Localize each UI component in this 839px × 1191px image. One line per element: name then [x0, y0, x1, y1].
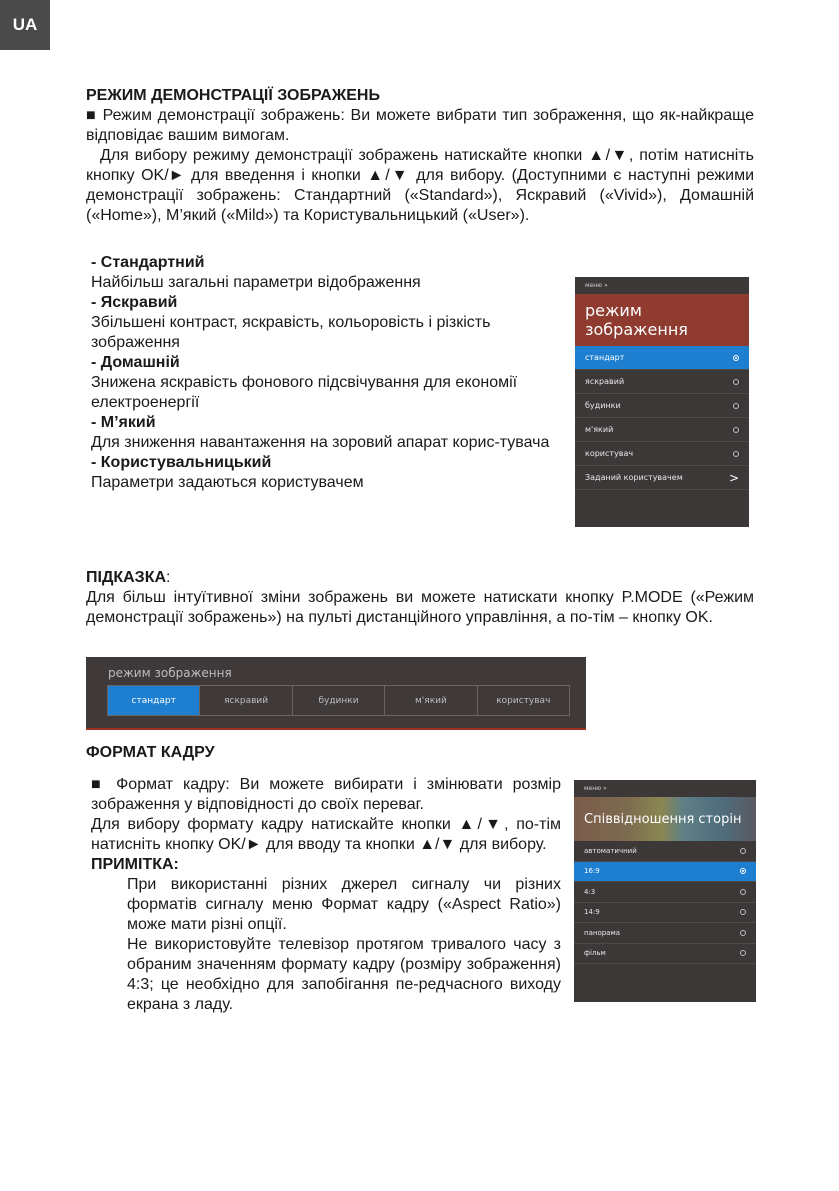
- mode-description: Параметри задаються користувачем: [91, 474, 364, 491]
- mode-bar-item-mild[interactable]: м'який: [385, 686, 477, 715]
- menu-item-label: 4:3: [584, 887, 596, 896]
- menu-breadcrumb: меню »: [584, 785, 607, 792]
- menu-item-user[interactable]: [575, 442, 749, 466]
- modes-list: [91, 253, 561, 493]
- menu-item-panorama[interactable]: [574, 923, 756, 944]
- menu-item-label: м'який: [585, 425, 614, 434]
- radio-selected-icon: [733, 355, 739, 361]
- hint-colon: :: [166, 569, 171, 586]
- radio-icon: [740, 950, 746, 956]
- mode-name: - Домашній: [91, 354, 180, 371]
- mode-description: Збільшені контраст, яскравість, кольоровість і різкість зображення: [91, 314, 491, 351]
- menu-item-film[interactable]: [574, 944, 756, 965]
- mode-bar-item-vivid[interactable]: яскравий: [200, 686, 292, 715]
- note-label: ПРИМІТКА:: [91, 856, 179, 873]
- mode-description: Найбільш загальні параметри відображення: [91, 274, 421, 291]
- menu-item-mild[interactable]: [575, 418, 749, 442]
- radio-selected-icon: [740, 868, 746, 874]
- menu-item-label: 16:9: [584, 867, 600, 876]
- instructions-paragraph: Для вибору режиму демонстрації зображень натискайте кнопки ▲/▼, потім натисніть кнопку OK/► для введення і кнопки ▲/▼ для вибору. (Доступними є наступні режими демонстрації зображень: Стандартний («Standard»), Яскравий («Vivid»), Домашній («Home»), М’який («Mild») та Користувальницький («User»).: [86, 147, 754, 224]
- radio-icon: [733, 379, 739, 385]
- note-text-1: При використанні різних джерел сигналу чи різних форматів сигналу меню Формат кадру («Aspect Ratio») може мати різні опції.: [127, 876, 561, 933]
- mode-name: - Користувальницький: [91, 454, 272, 471]
- language-tab: UA: [0, 0, 50, 50]
- menu-title: Співвідношення сторін: [574, 797, 756, 841]
- mode-entry: [91, 453, 561, 493]
- tv-mode-bar: [86, 657, 586, 730]
- menu-item-label: стандарт: [585, 353, 625, 362]
- menu-item-auto[interactable]: [574, 841, 756, 862]
- menu-item-home[interactable]: [575, 394, 749, 418]
- radio-icon: [740, 930, 746, 936]
- radio-icon: [740, 909, 746, 915]
- mode-bar-title: режим зображення: [108, 666, 232, 680]
- mode-name: - М’який: [91, 414, 156, 431]
- section-aspect-body: [91, 775, 561, 1015]
- intro-paragraph: ■ Режим демонстрації зображень: Ви можете вибрати тип зображення, що як-найкраще відповідає вашим вимогам.: [86, 107, 754, 144]
- mode-bar-item-home[interactable]: будинки: [293, 686, 385, 715]
- aspect-instructions: Для вибору формату кадру натискайте кнопки ▲/▼, по-тім натисніть кнопку OK/► для вводу та кнопки ▲/▼ для вибору.: [91, 816, 561, 853]
- radio-icon: [733, 451, 739, 457]
- mode-description: Для зниження навантаження на зоровий апарат корис-тувача: [91, 434, 550, 451]
- mode-entry: [91, 353, 561, 413]
- menu-item-label: яскравий: [585, 377, 625, 386]
- menu-item-vivid[interactable]: [575, 370, 749, 394]
- radio-icon: [733, 403, 739, 409]
- radio-icon: [740, 889, 746, 895]
- mode-name: - Стандартний: [91, 254, 205, 271]
- menu-item-label: користувач: [585, 449, 634, 458]
- mode-description: Знижена яскравість фонового підсвічування для економії електроенергії: [91, 374, 518, 411]
- hint-label: ПІДКАЗКА: [86, 569, 167, 586]
- tv-picture-mode-menu: [575, 277, 749, 527]
- hint-block: [86, 568, 754, 628]
- mode-name: - Яскравий: [91, 294, 178, 311]
- menu-item-14-9[interactable]: [574, 903, 756, 924]
- mode-entry: [91, 413, 561, 453]
- chevron-right-icon: >: [728, 470, 739, 485]
- menu-title: режим зображення: [575, 294, 749, 346]
- menu-item-label: будинки: [585, 401, 621, 410]
- menu-item-16-9[interactable]: [574, 862, 756, 883]
- note-text-2: Не використовуйте телевізор протягом тривалого часу з обраним значенням формату кадру (розміру зображення) 4:3; це необхідно для запобігання пе-редчасного виходу екрана з ладу.: [127, 936, 561, 1013]
- mode-entry: [91, 293, 561, 353]
- mode-bar-item-user[interactable]: користувач: [496, 695, 551, 706]
- tv-aspect-ratio-menu: [574, 780, 756, 1002]
- radio-icon: [740, 848, 746, 854]
- section-title: РЕЖИМ ДЕМОНСТРАЦІЇ ЗОБРАЖЕНЬ: [86, 87, 380, 104]
- section-aspect-title: ФОРМАТ КАДРУ: [86, 744, 215, 761]
- hint-text: Для більш інтуїтивної зміни зображень ви можете натискати кнопку P.MODE («Режим демонстрації зображень») на пульті дистанційного управління, а по-тім – кнопку OK.: [86, 589, 754, 626]
- menu-item-label: 14:9: [584, 908, 600, 917]
- menu-breadcrumb: меню »: [585, 282, 608, 289]
- aspect-intro: ■ Формат кадру: Ви можете вибирати і змінювати розмір зображення у відповідності до своїх переваг.: [91, 776, 561, 813]
- mode-bar-item-standard[interactable]: стандарт: [108, 686, 200, 715]
- section-picture-mode: [86, 86, 754, 226]
- menu-item-4-3[interactable]: [574, 882, 756, 903]
- menu-item-standard[interactable]: [575, 346, 749, 370]
- menu-item-label: Заданий користувачем: [585, 473, 683, 482]
- menu-item-label: фільм: [584, 949, 606, 958]
- mode-entry: [91, 253, 561, 293]
- menu-item-custom[interactable]: [575, 466, 749, 490]
- menu-item-label: автоматичний: [584, 846, 637, 855]
- radio-icon: [733, 427, 739, 433]
- mode-bar: [107, 685, 570, 716]
- menu-item-label: панорама: [584, 928, 621, 937]
